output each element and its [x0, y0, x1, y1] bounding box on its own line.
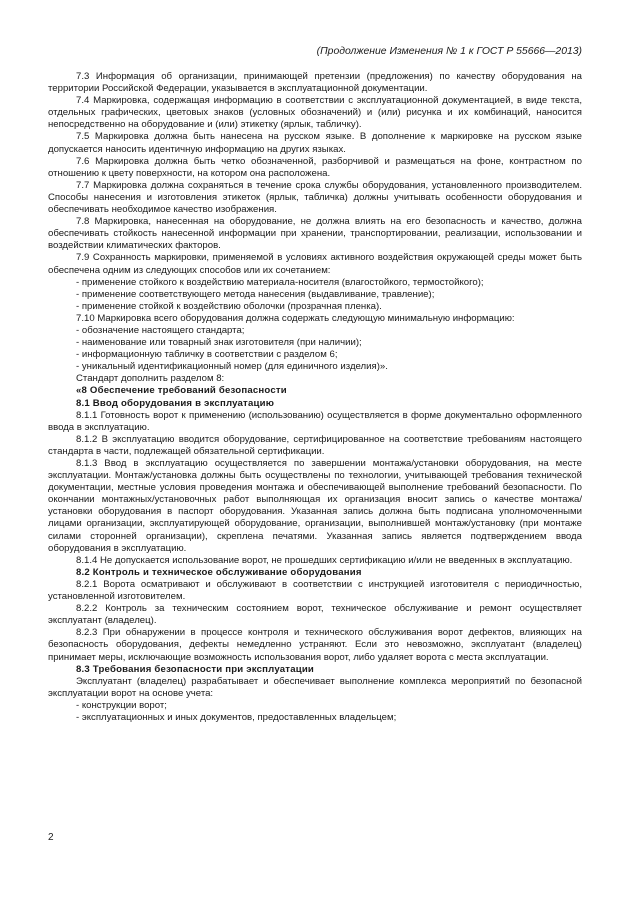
- paragraph: 8.2.1 Ворота осматривают и обслуживают в соответствии с инструкцией изготовителя с периодичностью, установленной изготовителем.: [48, 578, 582, 603]
- paragraph: 7.3 Информация об организации, принимающей претензии (предложения) по качеству оборудования на территории Российской Федерации, указывается в эксплуатационной документации.: [48, 71, 582, 95]
- paragraph: Эксплуатант (владелец) разрабатывает и обеспечивает выполнение комплекса мероприятий по безопасной эксплуатации ворот на основе учета:: [48, 675, 582, 699]
- section-heading: «8 Обеспечение требований безопасности: [76, 385, 287, 397]
- section-heading: 8.1 Ввод оборудования в эксплуатацию: [76, 397, 275, 409]
- list-item: - применение стойкого к воздействию материала-носителя (влагостойкого, термостойкого);: [76, 276, 484, 288]
- list-item: - эксплуатационных и иных документов, предоставленных владельцем;: [76, 711, 397, 723]
- paragraph: 8.1.2 В эксплуатацию вводится оборудование, сертифицированное на соответствие требованиям настоящего стандарта в части, подлежащей обязательной сертификации.: [48, 433, 582, 457]
- list-item: - применение соответствующего метода нанесения (выдавливание, травление);: [76, 288, 435, 300]
- paragraph: 7.4 Маркировка, содержащая информацию в соответствии с эксплуатационной документацией, в виде текста, отдельных графических, цветовых знаков (условных обозначений) и (или) рисунка и их комбинаций, наносится непосредственно на оборудование и (или) этикетку (ярлык, табличку).: [48, 95, 582, 131]
- paragraph: 7.5 Маркировка должна быть нанесена на русском языке. В дополнение к маркировке на русском языке допускается наносить идентичную информацию на других языках.: [48, 131, 582, 155]
- page-header: (Продолжение Изменения № 1 к ГОСТ Р 55666—2013): [316, 46, 582, 57]
- list-item: 7.10 Маркировка всего оборудования должна содержать следующую минимальную информацию:: [76, 312, 515, 324]
- paragraph: 7.6 Маркировка должна быть четко обозначенной, разборчивой и размещаться на фоне, контрастном по отношению к цвету поверхности, на котором она расположена.: [48, 155, 582, 179]
- paragraph: 8.2.2 Контроль за техническим состоянием ворот, техническое обслуживание и ремонт осуществляет эксплуатант (владелец).: [48, 603, 582, 627]
- paragraph: 7.8 Маркировка, нанесенная на оборудование, не должна влиять на его безопасность и качество, должна обеспечивать стойкость нанесенной информации при хранении, транспортировании, реализации, использовании и воздействии климатических факторов.: [48, 216, 582, 252]
- paragraph: 7.7 Маркировка должна сохраняться в течение срока службы оборудования, установленного производителем. Способы нанесения и изготовления этикеток (ярлык, табличка) должны учитывать особенности оборудования и обеспечивать необходимое качество изображения.: [48, 179, 582, 216]
- paragraph: 8.1.3 Ввод в эксплуатацию осуществляется по завершении монтажа/установки оборудования, на месте эксплуатации. Монтаж/установка должны быть осуществлены по технологии, учитывающей требования технической документации, местные условия проведения монтажа и обеспечивающей выполнение требований безопасности. По окончании монтажных/установочных работ выполняющая их организация вносит запись о качестве монтажа/установки оборудования в паспорт оборудования. Указанная запись должна быть подписана уполномоченными лицами организации, эксплуатирующей оборудование, организации, выполнившей монтаж/установку (при монтаже силами сторонней организации), скреплена печатями. Указанная запись является подтверждением ввода оборудования в эксплуатацию.: [48, 458, 582, 554]
- list-item: - наименование или товарный знак изготовителя (при наличии);: [76, 337, 362, 349]
- list-item: - информационную табличку в соответствии с разделом 6;: [76, 349, 338, 361]
- paragraph: 8.1.1 Готовность ворот к применению (использованию) осуществляется в форме документально оформленного ввода в эксплуатацию.: [48, 409, 582, 433]
- section-heading: 8.2 Контроль и техническое обслуживание оборудования: [76, 566, 362, 578]
- list-item: - обозначение настоящего стандарта;: [76, 324, 245, 336]
- paragraph: 8.1.4 Не допускается использование ворот, не прошедших сертификацию и/или не введенных в эксплуатацию.: [76, 554, 573, 566]
- list-item: - уникальный идентификационный номер (для единичного изделия)».: [76, 361, 388, 373]
- page-number: 2: [48, 832, 54, 843]
- section-heading: 8.3 Требования безопасности при эксплуатации: [76, 663, 315, 675]
- list-item: - применение стойкой к воздействию оболочки (прозрачная пленка).: [76, 300, 382, 312]
- list-item: - конструкции ворот;: [76, 699, 167, 711]
- paragraph: 8.2.3 При обнаружении в процессе контроля и технического обслуживания ворот дефектов, влияющих на безопасность оборудования, дефекты немедленно устраняют. Если это невозможно, эксплуатант (владелец) принимает меры, исключающие возможность использования ворот, либо удаляет ворота с места эксплуатации.: [48, 627, 582, 663]
- document-body: [48, 71, 582, 724]
- list-item: Стандарт дополнить разделом 8:: [76, 373, 225, 385]
- paragraph: 7.9 Сохранность маркировки, применяемой в условиях активного воздействия окружающей среды может быть обеспечена одним из следующих способов или их сочетанием:: [48, 252, 582, 276]
